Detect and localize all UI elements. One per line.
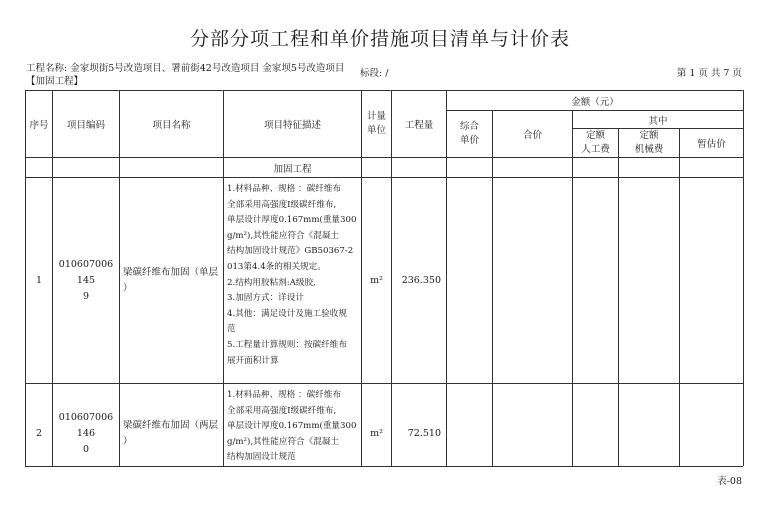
row-quantity: 236.350	[392, 178, 447, 384]
table-number: 表-08	[717, 476, 742, 487]
row-code: 010607006145 9	[53, 178, 120, 384]
header-amount: 金额（元）	[447, 91, 744, 111]
project-name: 工程名称: 金家坝街5号改造项目、署前街42号改造项目 金家坝5号改造项目 【加固工程】	[26, 63, 345, 87]
header-quantity: 工程量	[392, 91, 447, 158]
table-bottom-border	[25, 466, 743, 467]
section-label: 标段: /	[360, 68, 389, 79]
row-features: 1.材料品种、规格 ：碳纤维布 全部采用高强度Ⅰ级碳纤维布, 单层设计厚度0.167mm(重量300 g/m²),其性能应符合《混凝土 结构加固设计规范》GB50367-2 013第4.4条的相关规定。 2.结构用胶粘剂:A级胶, 3.加固方式：详设计 4.其他：满足设计及施工验收规 范 5.工程量计算规则：按碳纤维布 展开面积计算	[224, 178, 362, 384]
row-features: 1.材料品种、规格 ：碳纤维布 全部采用高强度Ⅰ级碳纤维布, 单层设计厚度0.167mm(重量300 g/m²),其性能应符合《混凝土 结构加固设计规范	[224, 384, 362, 484]
bill-table	[25, 90, 744, 484]
row-seq: 1	[26, 178, 53, 384]
page-number: 第 1 页 共 7 页	[676, 68, 742, 79]
row-quantity: 72.510	[392, 384, 447, 484]
row-unit: m²	[362, 384, 392, 484]
header-labor: 定额 人工费	[573, 129, 619, 158]
header-unit: 计量 单位	[362, 91, 392, 158]
header-name: 项目名称	[120, 91, 224, 158]
header-code: 项目编码	[53, 91, 120, 158]
header-machine: 定额 机械费	[619, 129, 680, 158]
header-composite-price: 综合 单价	[447, 111, 493, 158]
header-provisional: 暂估价	[680, 129, 744, 158]
page-title: 分部分项工程和单价措施项目清单与计价表	[189, 28, 570, 50]
header-features: 项目特征描述	[224, 91, 362, 158]
row-code: 010607006146 0	[53, 384, 120, 484]
row-name: 梁碳纤维布加固（单层 ）	[120, 178, 224, 384]
row-unit: m²	[362, 178, 392, 384]
section-row-label: 加固工程	[224, 158, 362, 178]
header-seq: 序号	[26, 91, 53, 158]
row-seq: 2	[26, 384, 53, 484]
page-bottom	[0, 466, 760, 516]
header-of-which: 其中	[573, 111, 744, 129]
row-name: 梁碳纤维布加固（两层 ）	[120, 384, 224, 484]
header-total-price: 合价	[493, 111, 573, 158]
table-row	[26, 178, 744, 384]
